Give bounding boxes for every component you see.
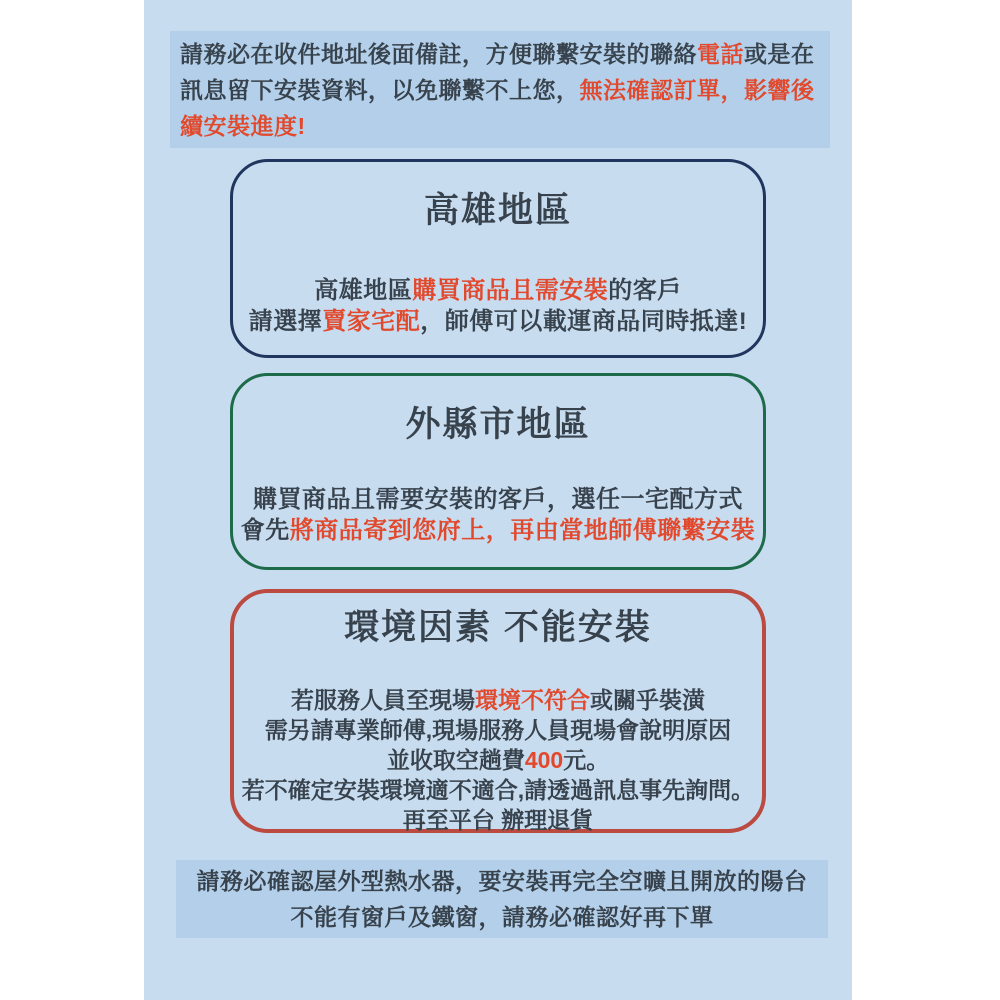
environment-warning-box — [230, 589, 766, 833]
bottom-notice-line: 不能有窗戶及鐵窗，請務必確認好再下單 — [290, 904, 714, 930]
bottom-notice — [176, 860, 828, 938]
body-line: 購買商品且需要安裝的客戶，選任一宅配方式 — [253, 486, 743, 513]
body-line: 若不確定安裝環境適不適合,請透過訊息事先詢問。 — [241, 777, 755, 803]
top-notice-line: 續安裝進度! — [180, 112, 306, 139]
body-line: 高雄地區購買商品且需安裝的客戶 — [314, 277, 682, 304]
box-title-other-counties: 外縣市地區 — [405, 405, 591, 444]
top-notice-line: 訊息留下安裝資料，以免聯繫不上您，無法確認訂單，影響後 — [180, 76, 815, 103]
blue-panel — [144, 0, 852, 1000]
box-title-environment: 環境因素 不能安裝 — [344, 608, 652, 647]
region-box-other-counties — [230, 373, 766, 570]
body-line: 需另請專業師傅,現場服務人員現場會說明原因 — [264, 717, 732, 743]
body-line: 請選擇賣家宅配，師傅可以載運商品同時抵達! — [248, 308, 748, 335]
body-line: 若服務人員至現場環境不符合或關乎裝潢 — [291, 687, 705, 713]
box-body-environment — [234, 685, 762, 835]
box-title-kaohsiung: 高雄地區 — [423, 191, 572, 230]
box-body-other-counties — [233, 484, 763, 546]
region-box-kaohsiung — [230, 159, 766, 358]
body-line: 會先將商品寄到您府上，再由當地師傅聯繫安裝 — [240, 517, 756, 544]
bottom-notice-line: 請務必確認屋外型熱水器，要安裝再完全空曠且開放的陽台 — [196, 868, 808, 894]
top-notice-line: 請務必在收件地址後面備註，方便聯繫安裝的聯絡電話或是在 — [180, 40, 815, 67]
box-body-kaohsiung — [233, 275, 763, 337]
top-notice — [170, 31, 830, 148]
body-line: 再至平台 辦理退貨 — [402, 807, 594, 833]
body-line: 並收取空趟費400元。 — [386, 747, 610, 773]
